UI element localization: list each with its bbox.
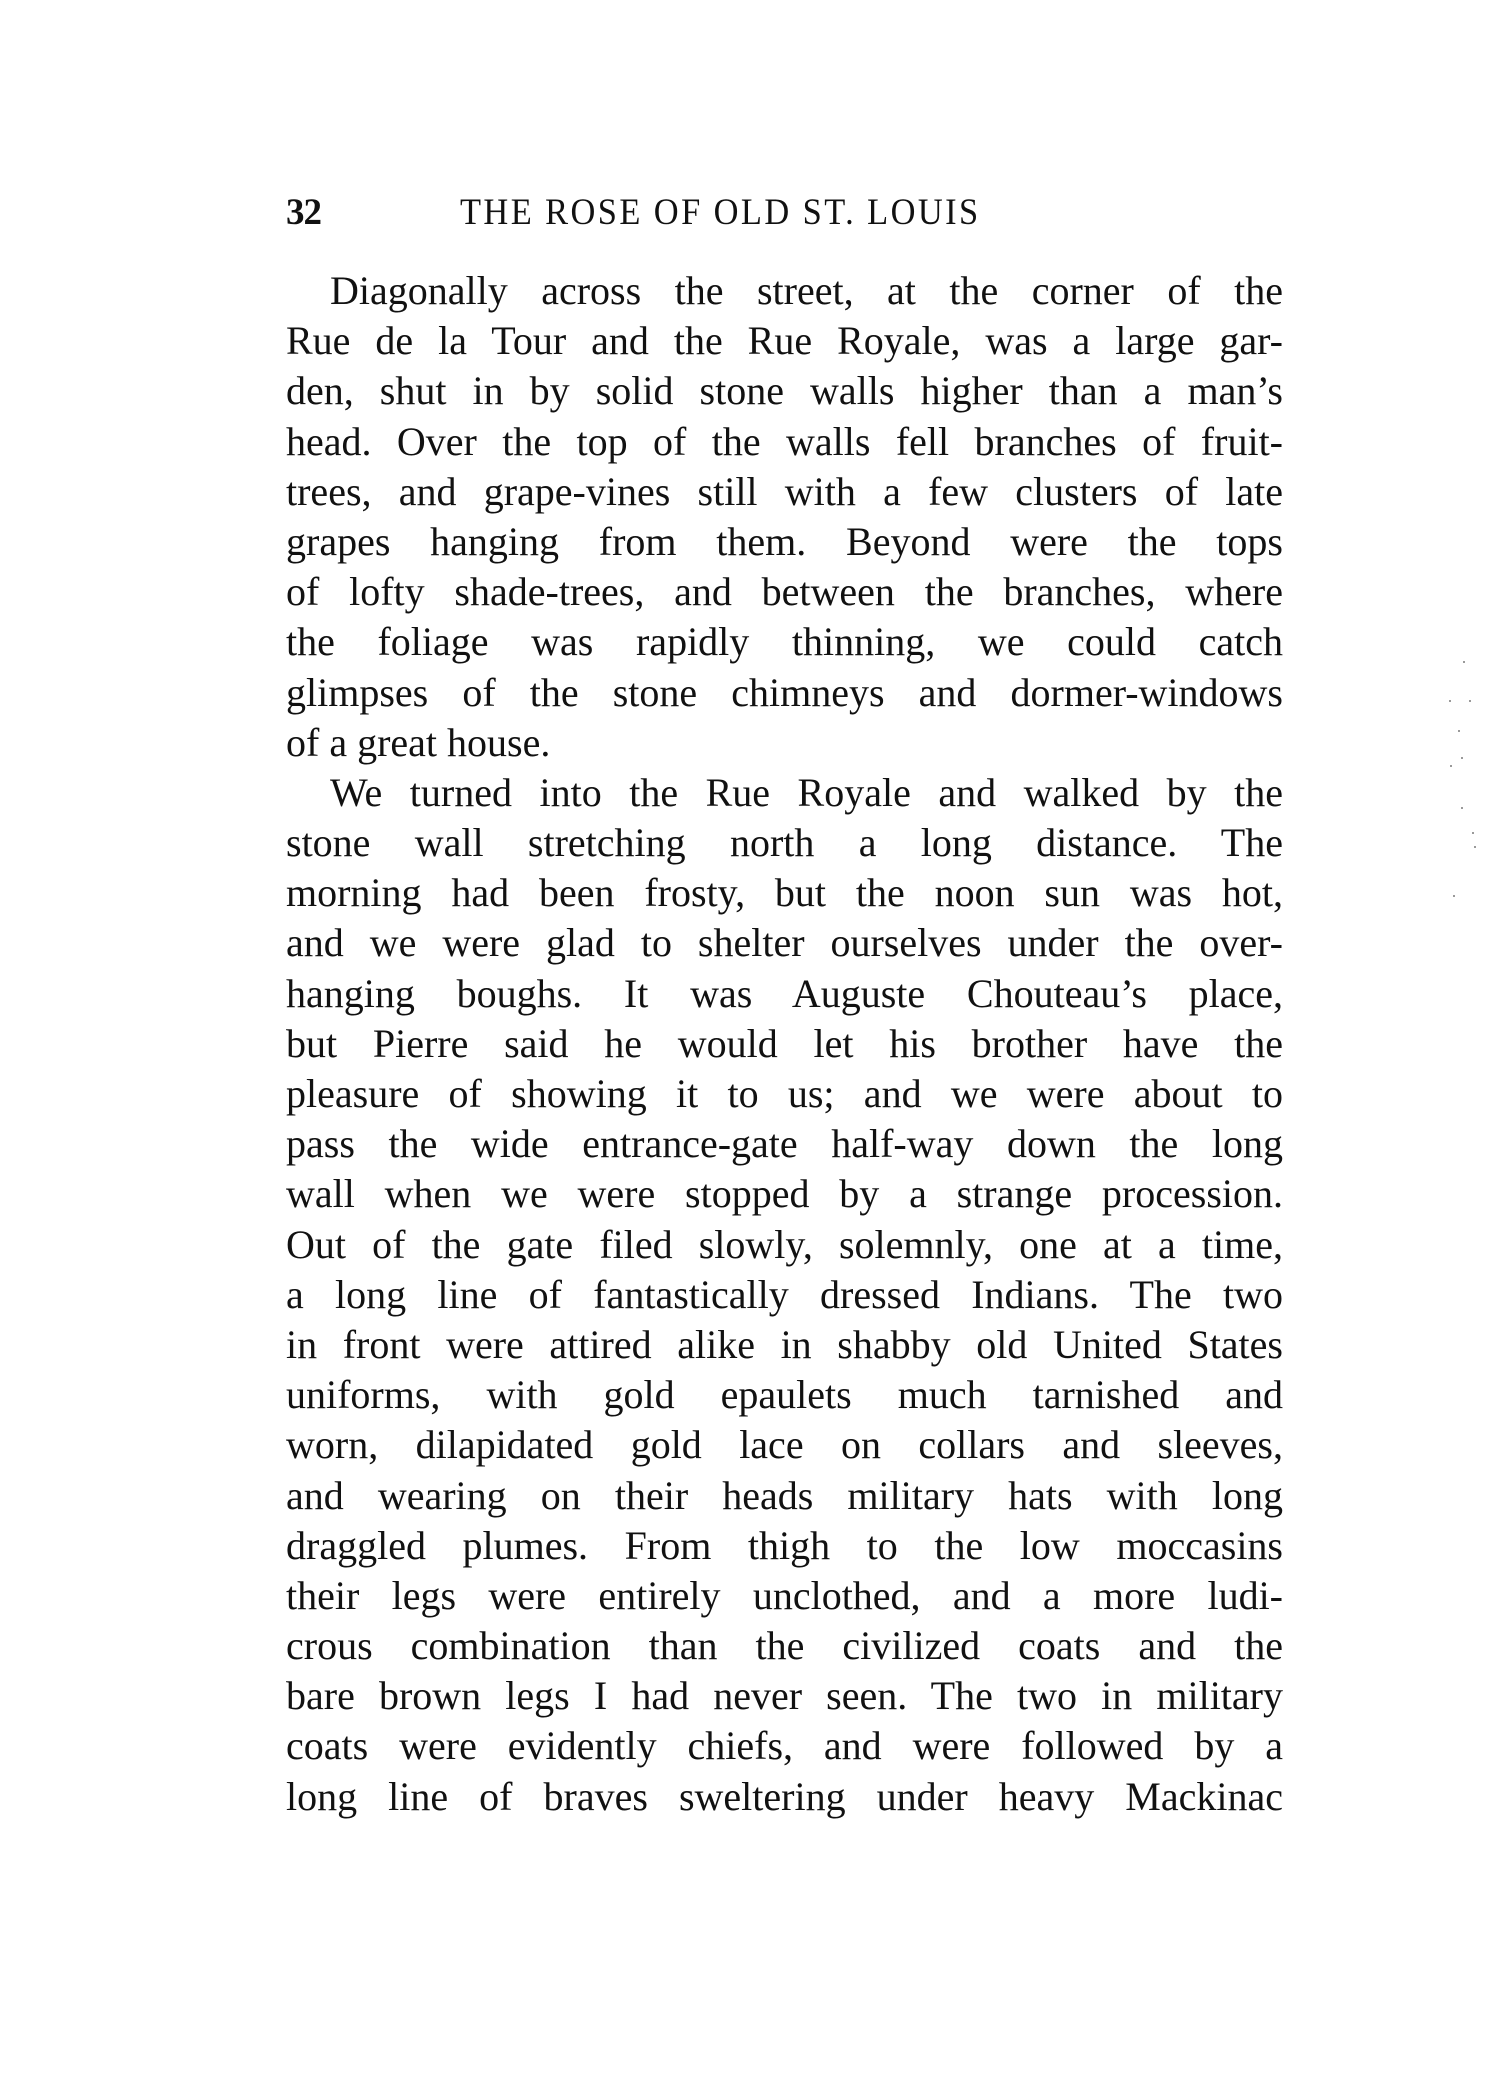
text-line: worn, dilapidated gold lace on collars and sleeves, [286, 1422, 1283, 1468]
text-line: but Pierre said he would let his brother have the [286, 1020, 1283, 1066]
text-line: of a great house. [286, 719, 551, 765]
text-line: head. Over the top of the walls fell branches of fruit- [286, 418, 1283, 464]
text-line: uniforms, with gold epaulets much tarnished and [286, 1372, 1283, 1418]
text-line: of lofty shade-trees, and between the branches, where [286, 569, 1283, 615]
text-line: pleasure of showing it to us; and we were about to [286, 1071, 1283, 1116]
text-line: grapes hanging from them. Beyond were the tops [286, 518, 1283, 564]
text-line: Out of the gate filed slowly, solemnly, one at a time, [286, 1221, 1283, 1267]
scan-speck [1474, 846, 1476, 848]
text-line: morning had been frosty, but the noon sun was hot, [286, 870, 1283, 916]
text-line: crous combination than the civilized coats and the [286, 1623, 1283, 1669]
text-line: and wearing on their heads military hats with long [286, 1472, 1283, 1518]
text-line: den, shut in by solid stone walls higher than a man’s [286, 368, 1283, 414]
scan-speck [1449, 700, 1451, 702]
text-line: We turned into the Rue Royale and walked by the [330, 769, 1283, 815]
scan-speck [1458, 730, 1460, 732]
text-line: pass the wide entrance-gate half-way down the long [286, 1121, 1283, 1167]
text-line: a long line of fantastically dressed Indians. The two [286, 1271, 1283, 1317]
scan-speck [1469, 700, 1471, 702]
running-title: THE ROSE OF OLD ST. LOUIS [460, 192, 981, 233]
page-number: 32 [286, 192, 321, 233]
text-line: coats were evidently chiefs, and were followed by a [286, 1723, 1283, 1769]
text-line: the foliage was rapidly thinning, we could catch [286, 619, 1283, 665]
text-line: Rue de la Tour and the Rue Royale, was a large gar- [286, 318, 1283, 364]
text-line: Diagonally across the street, at the corner of the [330, 268, 1283, 313]
text-line: stone wall stretching north a long distance. The [286, 820, 1283, 866]
paragraph [286, 768, 1283, 1822]
text-line: bare brown legs I had never seen. The two in military [286, 1673, 1283, 1719]
scan-speck [1461, 757, 1463, 759]
text-line: glimpses of the stone chimneys and dormer-windows [286, 669, 1283, 715]
scan-speck [1461, 807, 1463, 809]
scan-speck [1463, 661, 1465, 663]
body-text [286, 266, 1283, 1822]
text-line: their legs were entirely unclothed, and a more ludi- [286, 1572, 1283, 1618]
scan-speck [1450, 765, 1452, 767]
text-line: in front were attired alike in shabby old United States [286, 1321, 1283, 1367]
text-line: trees, and grape-vines still with a few clusters of late [286, 468, 1283, 514]
text-line: and we were glad to shelter ourselves under the over- [286, 920, 1283, 966]
text-line: long line of braves sweltering under heavy Mackinac [286, 1773, 1283, 1819]
scan-speck [1472, 832, 1474, 834]
text-line: wall when we were stopped by a strange procession. [286, 1171, 1283, 1217]
running-head [286, 194, 1283, 232]
text-line: hanging boughs. It was Auguste Chouteau’s place, [286, 970, 1283, 1016]
paragraph [286, 266, 1283, 768]
text-line: draggled plumes. From thigh to the low moccasins [286, 1522, 1283, 1568]
scan-speck [1453, 895, 1455, 897]
